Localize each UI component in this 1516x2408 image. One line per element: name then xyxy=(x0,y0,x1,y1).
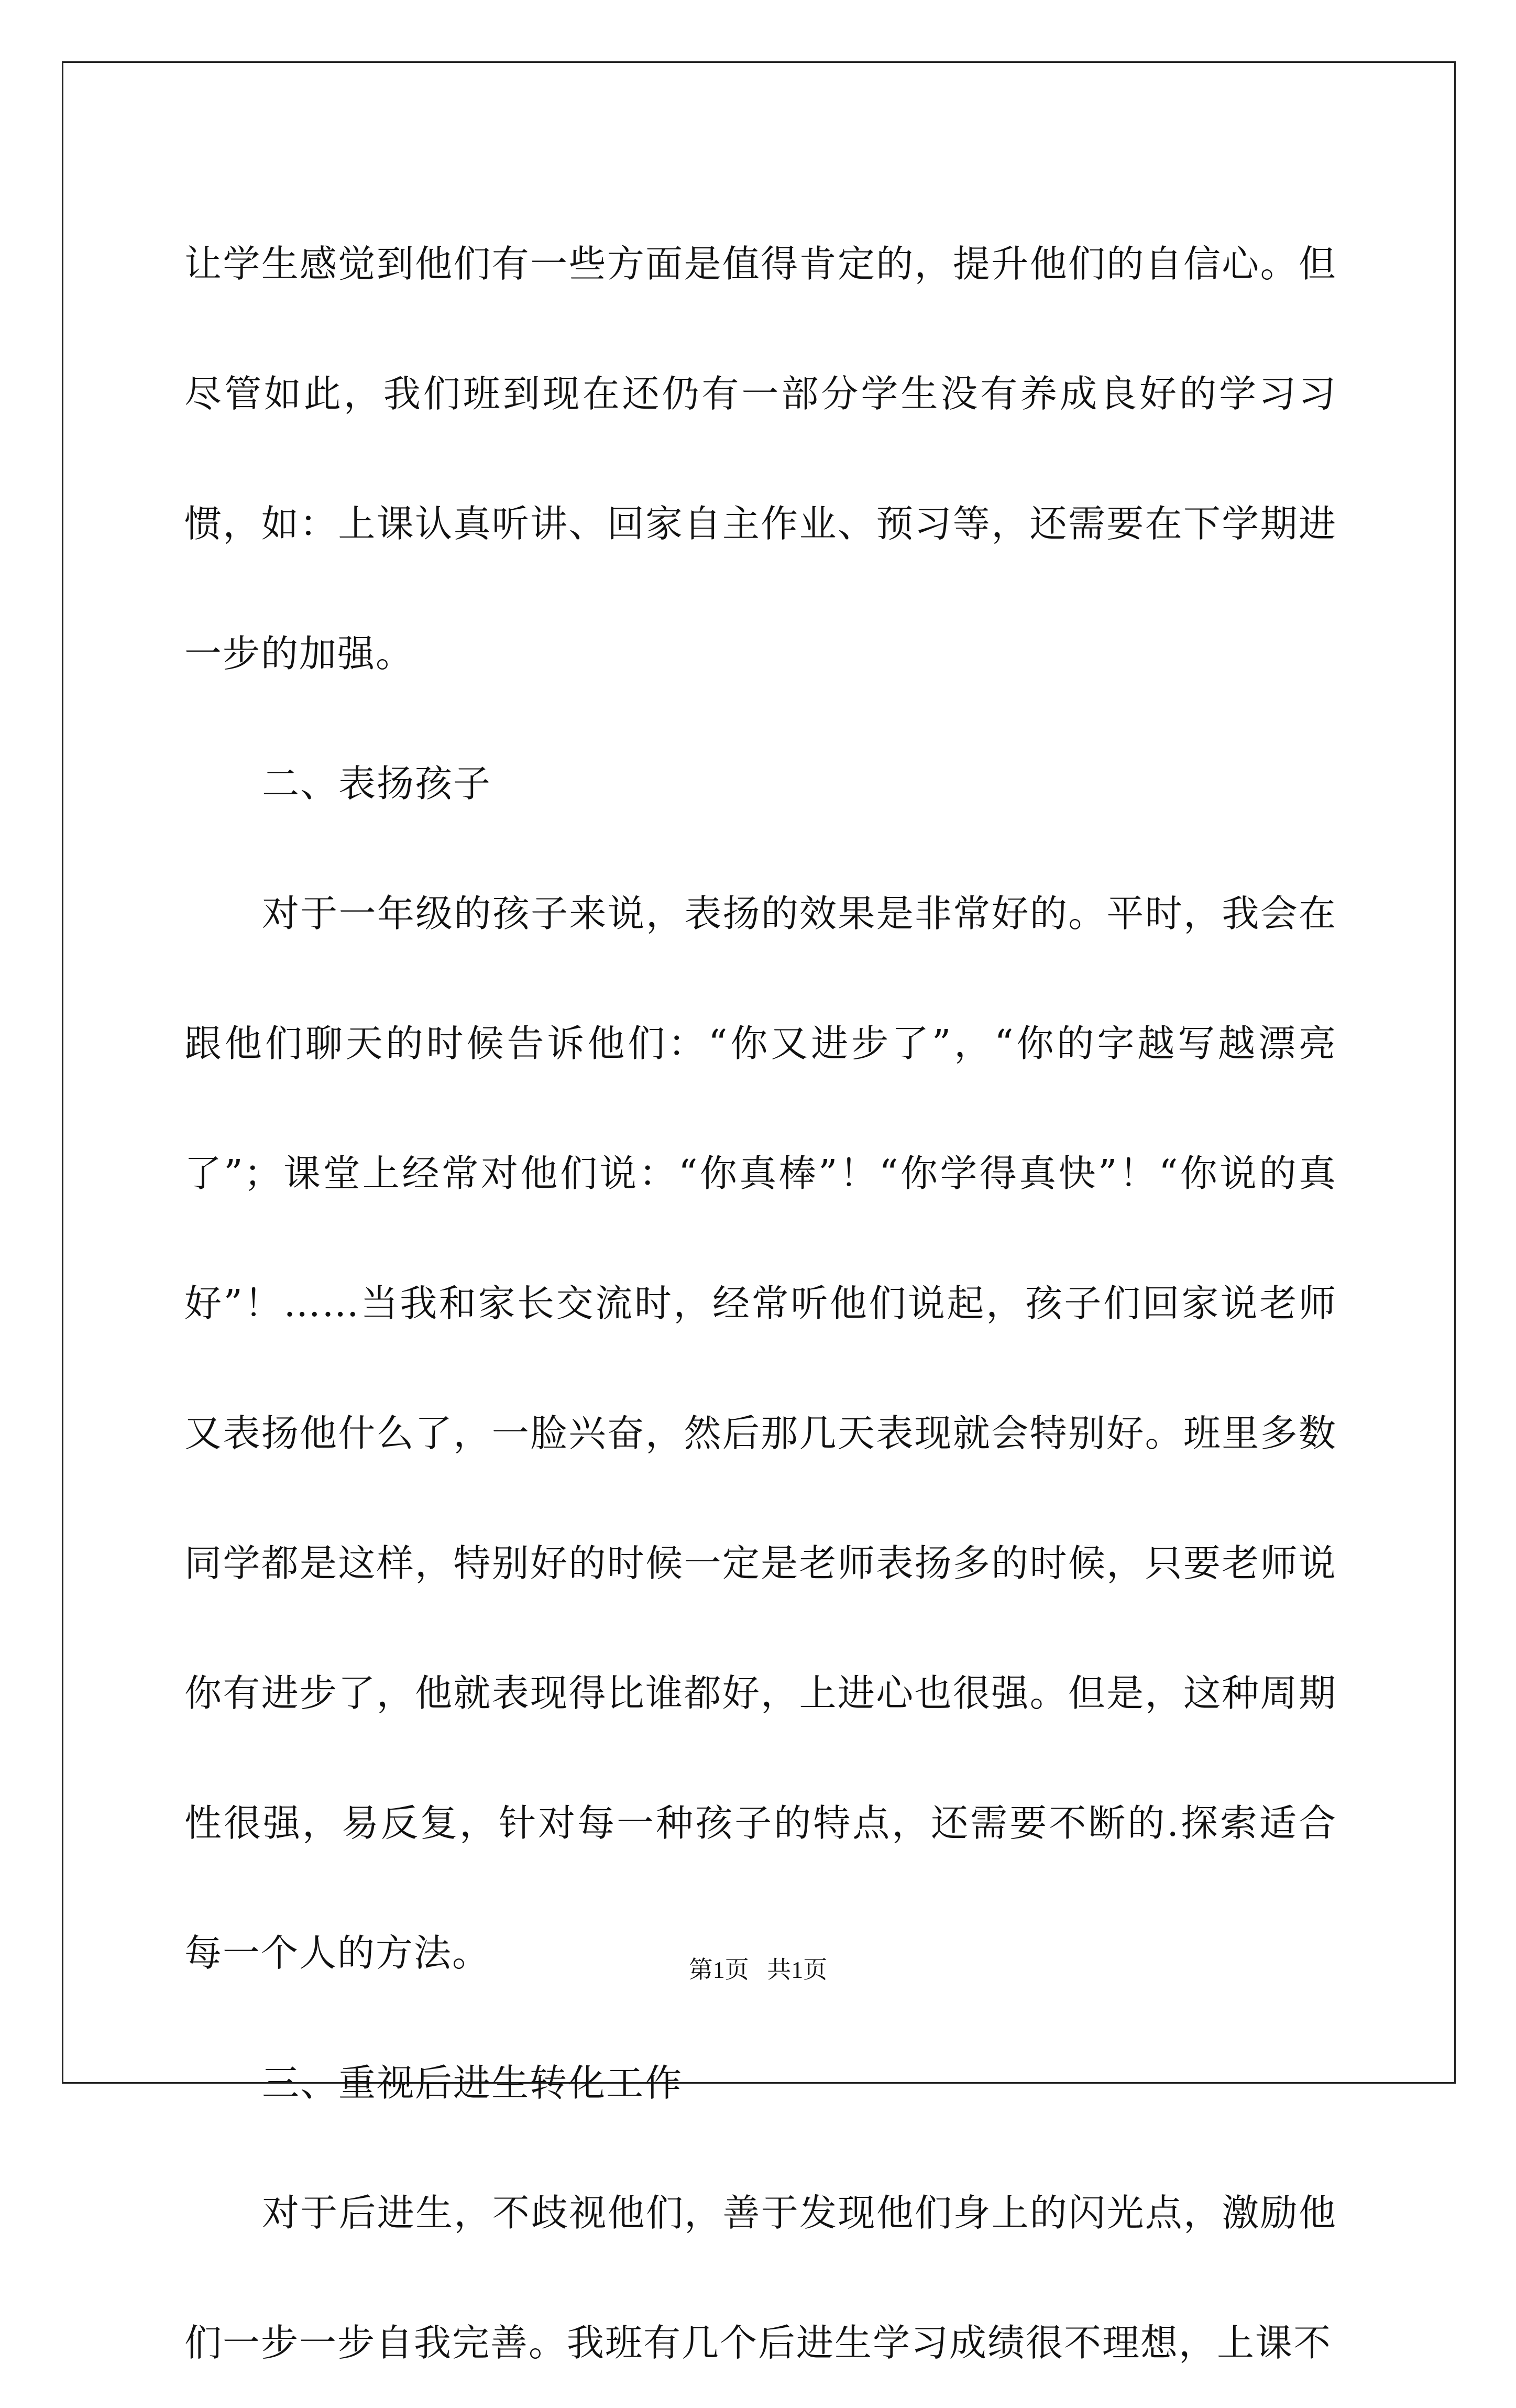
paragraph-praise: 对于一年级的孩子来说，表扬的效果是非常好的。平时，我会在跟他们聊天的时候告诉他们：“你又进步了”，“你的字越写越漂亮了”；课堂上经常对他们说：“你真棒”！“你学得真快”！“你说的真好”！……当我和家长交流时，经常听他们说起，孩子们回家说老师又表扬他什么了，一脸兴奋，然后那几天表现就会特别好。班里多数同学都是这样，特别好的时候一定是老师表扬多的时候，只要老师说你有进步了，他就表现得比谁都好，上进心也很强。但是，这种周期性很强，易反复，针对每一种孩子的特点，还需要不断的.探索适合每一个人的方法。 xyxy=(184,892,1337,1975)
paragraph-intro-continuation: 让学生感觉到他们有一些方面是值得肯定的，提升他们的自信心。但尽管如此，我们班到现在还仍有一部分学生没有养成良好的学习习惯，如：上课认真听讲、回家自主作业、预习等，还需要在下学期进一步的加强。 xyxy=(184,242,1337,675)
document-body xyxy=(184,199,1337,2408)
page-number-footer: 第1页 共1页 xyxy=(688,1956,828,1983)
heading-underachievers: 三、重视后进生转化工作 xyxy=(262,2061,683,2105)
heading-praise-children: 二、表扬孩子 xyxy=(262,762,492,805)
paragraph-underachievers: 对于后进生，不歧视他们，善于发现他们身上的闪光点，激励他们一步一步自我完善。我班有几个后进生学习成绩很不理想，上课不 xyxy=(184,2191,1337,2365)
